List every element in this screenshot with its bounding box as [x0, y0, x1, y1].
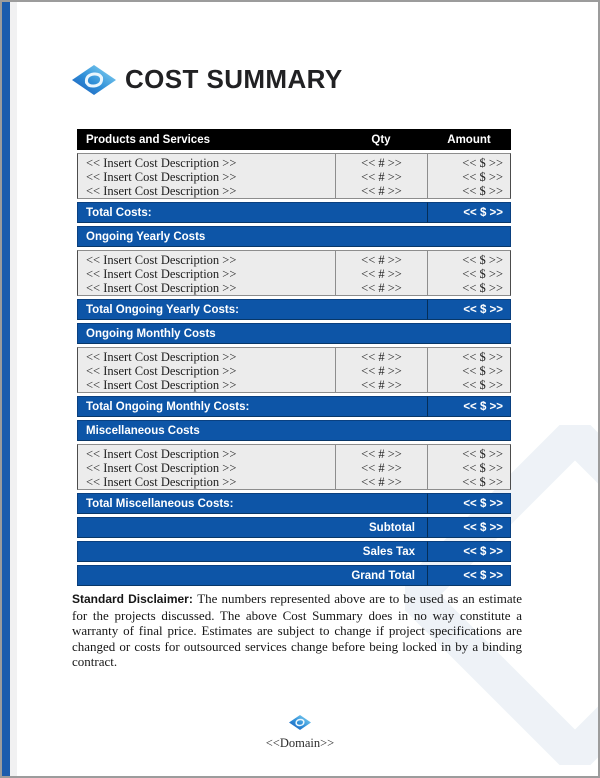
disclaimer — [72, 591, 522, 670]
description-cell — [77, 444, 335, 490]
amount-placeholder: << $ >> — [462, 447, 503, 461]
description-placeholder: << Insert Cost Description >> — [86, 447, 237, 461]
description-placeholder: << Insert Cost Description >> — [86, 364, 237, 378]
footer-domain: <<Domain>> — [265, 736, 335, 750]
column-header-products: Products and Services — [77, 129, 335, 150]
description-placeholder: << Insert Cost Description >> — [86, 475, 237, 489]
amount-placeholder: << $ >> — [462, 281, 503, 295]
total-label: Total Ongoing Yearly Costs: — [77, 299, 427, 320]
total-amount: << $ >> — [427, 202, 511, 223]
disclaimer-label: Standard Disclaimer: — [72, 592, 193, 606]
qty-cell — [335, 444, 427, 490]
description-placeholder: << Insert Cost Description >> — [86, 156, 237, 170]
description-cell — [77, 347, 335, 393]
summary-label: Grand Total — [77, 565, 427, 586]
grand-total-row — [77, 565, 511, 586]
section-header-label: Ongoing Monthly Costs — [77, 323, 511, 344]
qty-placeholder: << # >> — [361, 364, 402, 378]
section-header-label: Ongoing Yearly Costs — [77, 226, 511, 247]
summary-label: Subtotal — [77, 517, 427, 538]
summary-amount: << $ >> — [427, 517, 511, 538]
qty-placeholder: << # >> — [361, 253, 402, 267]
amount-placeholder: << $ >> — [462, 267, 503, 281]
description-placeholder: << Insert Cost Description >> — [86, 378, 237, 392]
title-section — [72, 64, 343, 95]
cost-summary-table — [77, 126, 511, 589]
total-label: Total Costs: — [77, 202, 427, 223]
total-amount: << $ >> — [427, 493, 511, 514]
amount-placeholder: << $ >> — [462, 170, 503, 184]
left-accent-strip-light — [10, 2, 17, 776]
cost-rows-section-1 — [77, 153, 511, 199]
qty-placeholder: << # >> — [361, 447, 402, 461]
amount-placeholder: << $ >> — [462, 475, 503, 489]
description-placeholder: << Insert Cost Description >> — [86, 253, 237, 267]
sales-tax-row — [77, 541, 511, 562]
qty-placeholder: << # >> — [361, 156, 402, 170]
description-placeholder: << Insert Cost Description >> — [86, 461, 237, 475]
summary-amount: << $ >> — [427, 565, 511, 586]
amount-placeholder: << $ >> — [462, 184, 503, 198]
qty-placeholder: << # >> — [361, 475, 402, 489]
qty-placeholder: << # >> — [361, 281, 402, 295]
column-header-qty: Qty — [335, 129, 427, 150]
amount-placeholder: << $ >> — [462, 156, 503, 170]
summary-label: Sales Tax — [77, 541, 427, 562]
amount-cell — [427, 250, 511, 296]
amount-placeholder: << $ >> — [462, 364, 503, 378]
total-amount: << $ >> — [427, 299, 511, 320]
section-header-yearly — [77, 226, 511, 247]
amount-cell — [427, 153, 511, 199]
description-placeholder: << Insert Cost Description >> — [86, 170, 237, 184]
qty-placeholder: << # >> — [361, 267, 402, 281]
total-label: Total Ongoing Monthly Costs: — [77, 396, 427, 417]
section-header-misc — [77, 420, 511, 441]
qty-placeholder: << # >> — [361, 350, 402, 364]
amount-cell — [427, 347, 511, 393]
qty-cell — [335, 250, 427, 296]
qty-cell — [335, 347, 427, 393]
amount-placeholder: << $ >> — [462, 350, 503, 364]
description-placeholder: << Insert Cost Description >> — [86, 350, 237, 364]
footer-logo-icon — [289, 715, 311, 730]
amount-cell — [427, 444, 511, 490]
qty-cell — [335, 153, 427, 199]
description-placeholder: << Insert Cost Description >> — [86, 281, 237, 295]
left-accent-strip — [2, 2, 10, 776]
brand-logo-icon — [72, 65, 116, 95]
section-header-label: Miscellaneous Costs — [77, 420, 511, 441]
description-placeholder: << Insert Cost Description >> — [86, 267, 237, 281]
summary-amount: << $ >> — [427, 541, 511, 562]
subtotal-row — [77, 517, 511, 538]
amount-placeholder: << $ >> — [462, 253, 503, 267]
cost-rows-section-4 — [77, 444, 511, 490]
total-ongoing-monthly-row — [77, 396, 511, 417]
description-cell — [77, 153, 335, 199]
cost-rows-section-2 — [77, 250, 511, 296]
section-header-monthly — [77, 323, 511, 344]
table-header-row — [77, 129, 511, 150]
total-amount: << $ >> — [427, 396, 511, 417]
description-placeholder: << Insert Cost Description >> — [86, 184, 237, 198]
disclaimer-text: The numbers represented above are to be used as an estimate for the projects discussed. The above Cost Summary does in no way constitute a warranty of final price. Estimates are subject to change if project specifications are changed or costs for outsourced services change before being locked in by a binding contract. — [72, 591, 522, 669]
total-label: Total Miscellaneous Costs: — [77, 493, 427, 514]
amount-placeholder: << $ >> — [462, 378, 503, 392]
footer — [2, 715, 598, 751]
amount-placeholder: << $ >> — [462, 461, 503, 475]
page-title: COST SUMMARY — [125, 64, 343, 94]
description-cell — [77, 250, 335, 296]
total-misc-row — [77, 493, 511, 514]
qty-placeholder: << # >> — [361, 378, 402, 392]
qty-placeholder: << # >> — [361, 184, 402, 198]
qty-placeholder: << # >> — [361, 170, 402, 184]
total-ongoing-yearly-row — [77, 299, 511, 320]
total-costs-row — [77, 202, 511, 223]
cost-rows-section-3 — [77, 347, 511, 393]
column-header-amount: Amount — [427, 129, 511, 150]
qty-placeholder: << # >> — [361, 461, 402, 475]
